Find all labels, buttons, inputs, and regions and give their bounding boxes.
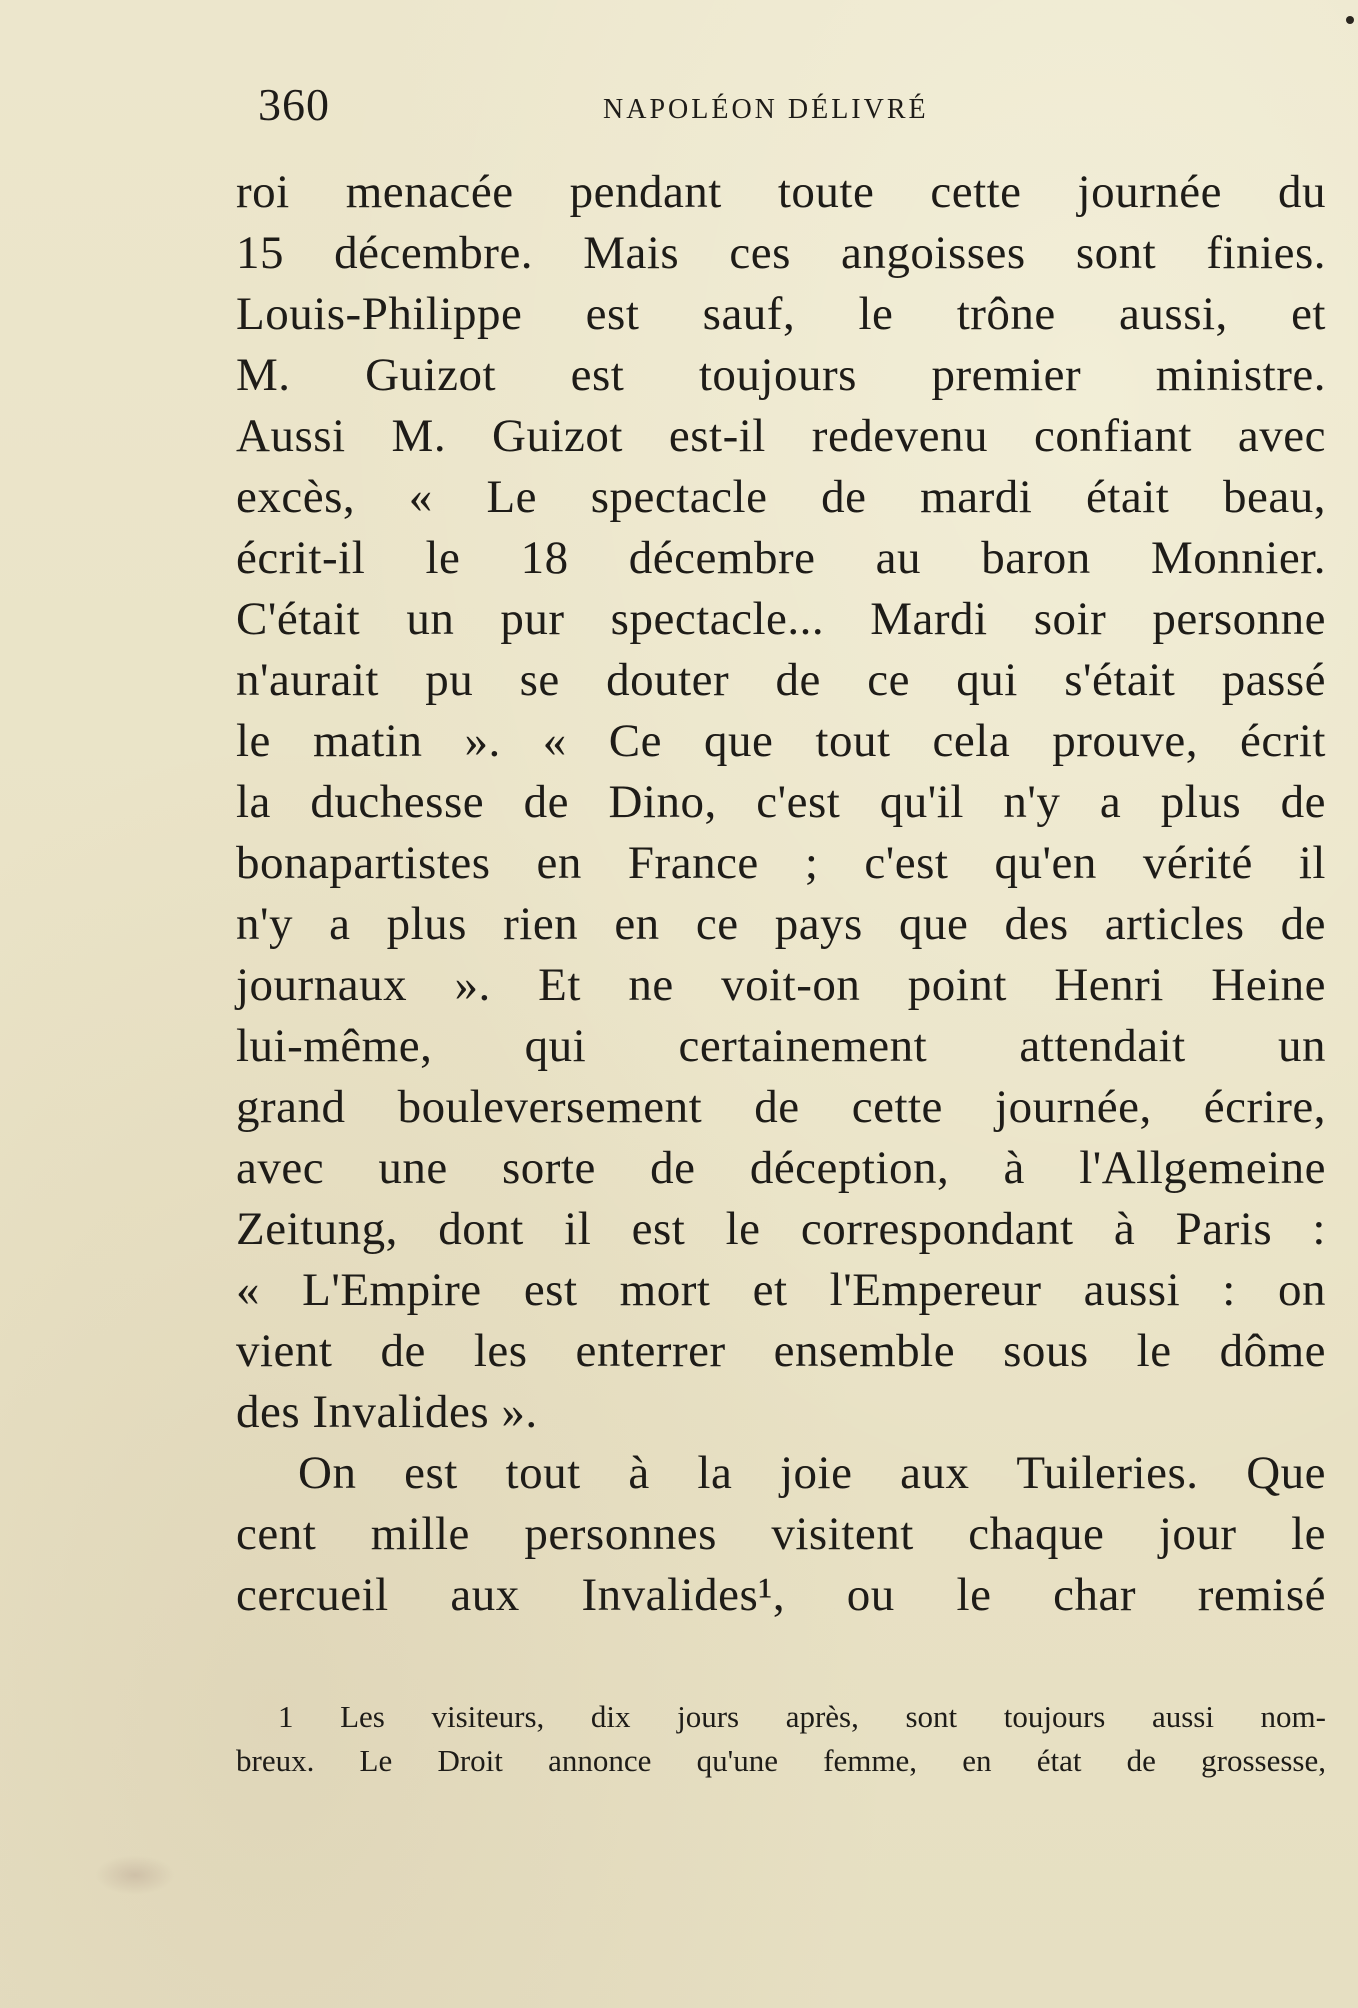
footnote [236, 1695, 1326, 1783]
text-line: avec une sorte de déception, à l'Allgemeine [236, 1142, 1326, 1194]
text-line: M. Guizot est toujours premier ministre. [236, 349, 1326, 401]
footnote-line: 1 Les visiteurs, dix jours après, sont toujours aussi nom- [278, 1699, 1326, 1734]
text-line: bonapartistes en France ; c'est qu'en vérité il [236, 837, 1326, 889]
text-line: « L'Empire est mort et l'Empereur aussi : on [236, 1264, 1326, 1316]
ink-dot [1346, 16, 1354, 24]
paper-stain [95, 1855, 175, 1895]
text-line: n'y a plus rien en ce pays que des articles de [236, 898, 1326, 950]
text-line: C'était un pur spectacle... Mardi soir personne [236, 593, 1326, 645]
text-line: vient de les enterrer ensemble sous le dôme [236, 1325, 1326, 1377]
text-line: Zeitung, dont il est le correspondant à Paris : [236, 1203, 1326, 1255]
page-header [258, 78, 1314, 138]
text-line: excès, « Le spectacle de mardi était beau, [236, 471, 1326, 523]
text-line: 15 décembre. Mais ces angoisses sont finies. [236, 227, 1326, 279]
text-line: cent mille personnes visitent chaque jour le [236, 1508, 1326, 1560]
footnote-line: breux. Le Droit annonce qu'une femme, en état de grossesse, [236, 1743, 1326, 1778]
text-line: la duchesse de Dino, c'est qu'il n'y a plus de [236, 776, 1326, 828]
text-line: le matin ». « Ce que tout cela prouve, écrit [236, 715, 1326, 767]
page-number: 360 [258, 79, 330, 130]
text-line: lui-même, qui certainement attendait un [236, 1020, 1326, 1072]
text-line: roi menacée pendant toute cette journée du [236, 166, 1326, 218]
body-text [236, 162, 1326, 1626]
text-line: journaux ». Et ne voit-on point Henri Heine [236, 959, 1326, 1011]
paragraph-end-line: des Invalides ». [236, 1386, 538, 1438]
text-line: grand bouleversement de cette journée, écrire, [236, 1081, 1326, 1133]
running-title: NAPOLÉON DÉLIVRÉ [603, 94, 929, 125]
text-line: n'aurait pu se douter de ce qui s'était passé [236, 654, 1326, 706]
text-line: cercueil aux Invalides¹, ou le char remisé [236, 1569, 1326, 1621]
text-line: écrit-il le 18 décembre au baron Monnier. [236, 532, 1326, 584]
paragraph-start-line: On est tout à la joie aux Tuileries. Que [298, 1447, 1326, 1499]
text-line: Louis-Philippe est sauf, le trône aussi, et [236, 288, 1326, 340]
text-line: Aussi M. Guizot est-il redevenu confiant avec [236, 410, 1326, 462]
